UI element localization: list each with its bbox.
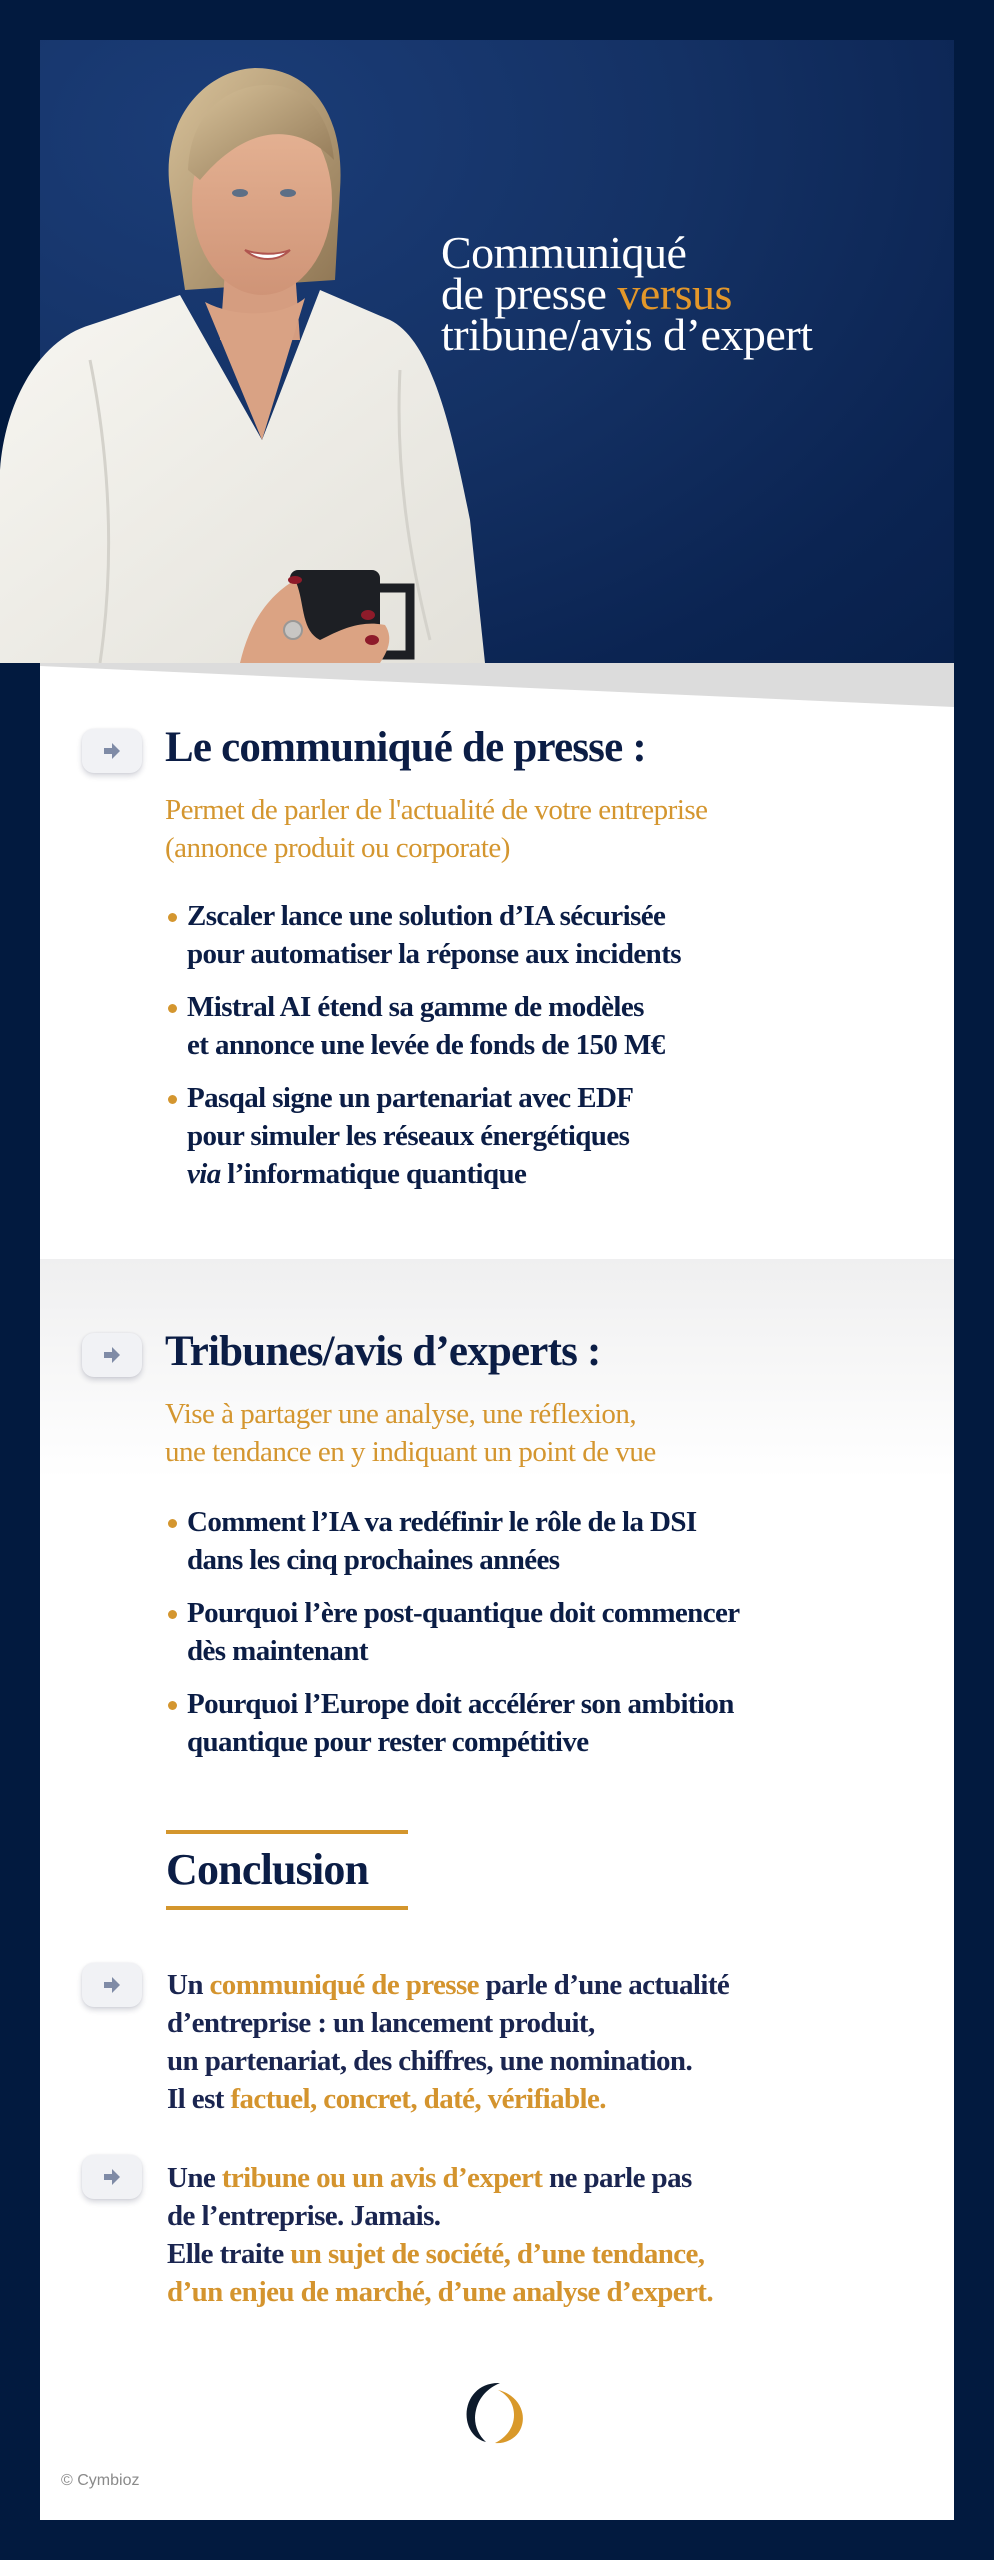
arrow-right-icon bbox=[104, 2169, 120, 2185]
bullet-dot-icon bbox=[168, 913, 177, 922]
para-line: d’un enjeu de marché, d’une analyse d’expert. bbox=[167, 2276, 714, 2308]
hero-title-line-2-text: de presse bbox=[441, 268, 618, 319]
para-line bbox=[167, 2235, 713, 2273]
section2-bullet-list bbox=[166, 1503, 740, 1776]
bullet-line-rest: l’informatique quantique bbox=[220, 1158, 527, 1190]
highlight-text: communiqué de presse bbox=[209, 1969, 479, 2001]
conclusion-para2-arrow-badge bbox=[82, 2155, 142, 2199]
section-divider-wedge bbox=[40, 663, 954, 709]
text: parle d’une actualité bbox=[478, 1969, 730, 2001]
para-line bbox=[167, 2159, 713, 2197]
section1-heading: Le communiqué de presse : bbox=[165, 724, 646, 771]
bullet-dot-icon bbox=[168, 1701, 177, 1710]
bullet-line: Mistral AI étend sa gamme de modèles bbox=[187, 991, 644, 1023]
highlight-text: factuel, concret, daté, vérifiable. bbox=[230, 2083, 606, 2115]
bullet-item bbox=[166, 1685, 740, 1761]
conclusion-title: Conclusion bbox=[166, 1845, 369, 1894]
bullet-dot-icon bbox=[168, 1004, 177, 1013]
bullet-line: Comment l’IA va redéfinir le rôle de la DSI bbox=[187, 1506, 697, 1538]
italic-word: via bbox=[187, 1158, 221, 1190]
arrow-right-icon bbox=[104, 1347, 120, 1363]
para-line: un partenariat, des chiffres, une nomination. bbox=[167, 2045, 693, 2077]
text: ne parle pas bbox=[542, 2162, 692, 2194]
highlight-text: tribune ou un avis d’expert bbox=[221, 2162, 543, 2194]
bullet-line: Pasqal signe un partenariat avec EDF bbox=[187, 1082, 634, 1114]
para-line bbox=[167, 2080, 729, 2118]
arrow-right-icon bbox=[104, 1977, 120, 1993]
hero-portrait-photo bbox=[0, 40, 500, 663]
bullet-line: dans les cinq prochaines années bbox=[187, 1544, 560, 1576]
hero-title-line-3: tribune/avis d’expert bbox=[441, 309, 813, 360]
bullet-dot-icon bbox=[168, 1519, 177, 1528]
bullet-line: et annonce une levée de fonds de 150 M€ bbox=[187, 1029, 665, 1061]
conclusion-para1-arrow-badge bbox=[82, 1963, 142, 2007]
conclusion-paragraph-1 bbox=[167, 1966, 729, 2118]
bullet-line: Zscaler lance une solution d’IA sécurisée bbox=[187, 900, 666, 932]
bullet-item bbox=[166, 1594, 740, 1670]
bullet-line: pour automatiser la réponse aux incidents bbox=[187, 938, 681, 970]
text: Un bbox=[167, 1969, 210, 2001]
conclusion-paragraph-2 bbox=[167, 2159, 713, 2311]
bullet-dot-icon bbox=[168, 1610, 177, 1619]
section2-subtitle-line: Vise à partager une analyse, une réflexion, bbox=[165, 1398, 637, 1430]
bullet-line: dès maintenant bbox=[187, 1635, 368, 1667]
text: Elle traite bbox=[167, 2238, 291, 2270]
bullet-line: pour simuler les réseaux énergétiques bbox=[187, 1120, 630, 1152]
section1-arrow-badge bbox=[82, 729, 142, 773]
section2-arrow-badge bbox=[82, 1333, 142, 1377]
hero-title-accent: versus bbox=[617, 268, 732, 319]
bullet-item bbox=[166, 988, 681, 1064]
bullet-line: quantique pour rester compétitive bbox=[187, 1726, 589, 1758]
section1-subtitle-line: Permet de parler de l'actualité de votre entreprise bbox=[165, 794, 708, 826]
section2-subtitle-line: une tendance en y indiquant un point de vue bbox=[165, 1436, 656, 1468]
section1-bullet-list bbox=[166, 897, 681, 1208]
text: Il est bbox=[167, 2083, 231, 2115]
hero-title-line-2 bbox=[441, 268, 812, 319]
bullet-line bbox=[187, 1155, 681, 1193]
section1-subtitle-line: (annonce produit ou corporate) bbox=[165, 832, 510, 864]
conclusion-heading-block bbox=[166, 1830, 408, 1910]
bullet-dot-icon bbox=[168, 1095, 177, 1104]
bullet-item bbox=[166, 1503, 740, 1579]
para-line: de l’entreprise. Jamais. bbox=[167, 2200, 441, 2232]
hero-title-line-1: Communiqué bbox=[441, 227, 687, 278]
bullet-item bbox=[166, 1079, 681, 1193]
section1-subtitle bbox=[165, 791, 708, 867]
bullet-line: Pourquoi l’Europe doit accélérer son ambition bbox=[187, 1688, 734, 1720]
conclusion-bottom-rule bbox=[166, 1906, 408, 1910]
text: Une bbox=[167, 2162, 222, 2194]
highlight-text: un sujet de société, d’une tendance, bbox=[290, 2238, 705, 2270]
copyright-text: © Cymbioz bbox=[61, 2472, 140, 2489]
para-line: d’entreprise : un lancement produit, bbox=[167, 2007, 595, 2039]
para-line bbox=[167, 1966, 729, 2004]
arrow-right-icon bbox=[104, 743, 120, 759]
bullet-line: Pourquoi l’ère post-quantique doit commencer bbox=[187, 1597, 740, 1629]
section2-subtitle bbox=[165, 1395, 656, 1471]
section2-heading: Tribunes/avis d’experts : bbox=[165, 1328, 601, 1375]
cymbioz-logo-icon bbox=[462, 2380, 534, 2446]
bullet-item bbox=[166, 897, 681, 973]
hero-title bbox=[441, 227, 813, 360]
